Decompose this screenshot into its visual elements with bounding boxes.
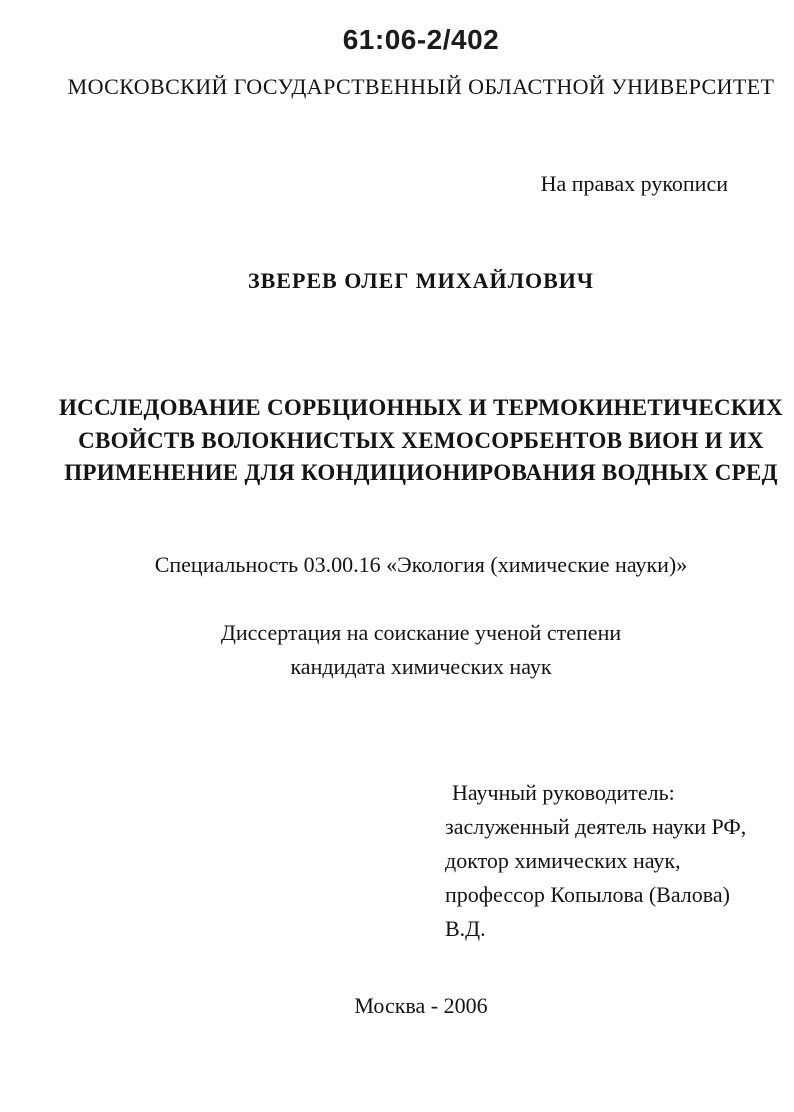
catalog-code: 61:06-2/402 [342, 24, 500, 55]
content-column [48, 0, 794, 1112]
degree-line-1: Диссертация на соискание ученой степени [220, 620, 622, 645]
specialty-line: Специальность 03.00.16 «Экология (химические науки)» [154, 552, 688, 577]
title-line-1: ИССЛЕДОВАНИЕ СОРБЦИОННЫХ И ТЕРМОКИНЕТИЧЕСКИХ [58, 395, 784, 420]
title-line-2: СВОЙСТВ ВОЛОКНИСТЫХ ХЕМОСОРБЕНТОВ ВИОН И ИХ [78, 427, 764, 453]
title-line-3: ПРИМЕНЕНИЕ ДЛЯ КОНДИЦИОНИРОВАНИЯ ВОДНЫХ СРЕД [64, 460, 778, 485]
supervisor-line-3: профессор Копылова (Валова) В.Д. [445, 882, 730, 941]
supervisor-line-1: заслуженный деятель науки РФ, [445, 814, 747, 839]
supervisor-block [445, 776, 775, 946]
supervisor-line-2: доктор химических наук, [445, 848, 681, 873]
dissertation-title [48, 392, 794, 490]
degree-line-2: кандидата химических наук [290, 654, 552, 679]
author-name: ЗВЕРЕВ ОЛЕГ МИХАЙЛОВИЧ [247, 268, 595, 293]
manuscript-rights-note: На правах рукописи [540, 171, 728, 196]
university-name: МОСКОВСКИЙ ГОСУДАРСТВЕННЫЙ ОБЛАСТНОЙ УНИВЕРСИТЕТ [67, 74, 775, 99]
supervisor-heading: Научный руководитель: [452, 780, 675, 805]
degree-statement [48, 616, 794, 684]
city-and-year: Москва - 2006 [354, 993, 488, 1018]
